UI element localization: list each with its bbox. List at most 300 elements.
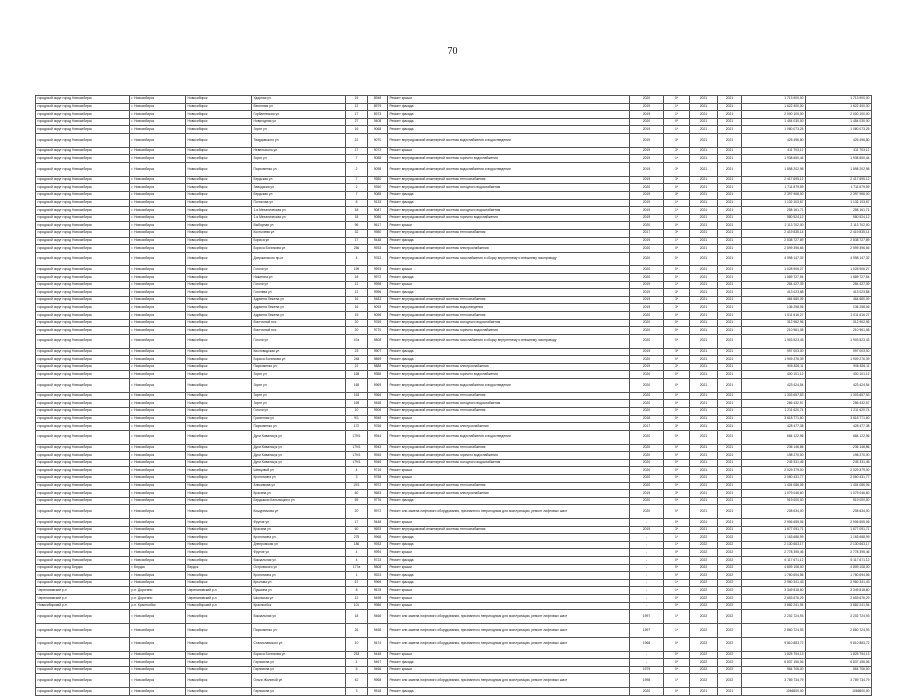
status-cell: 0* [664, 319, 690, 327]
work-type-cell: Ремонт внутридомовой инженерной системы теплоснабжения [388, 392, 630, 400]
start-year-cell: 2021 [690, 214, 718, 222]
work-type-cell: Ремонт внутридомовой инженерной системы горячего водоснабжения [388, 371, 630, 379]
total-cost-cell: 464 680,09 [806, 296, 872, 304]
district-cell: Новосибирск [186, 474, 252, 482]
end-year-cell: 2022 [718, 659, 742, 667]
status-cell: 1* [664, 155, 690, 163]
total-cost-cell: 258 161,71 [806, 207, 872, 215]
municipality-cell: городской округ город Новосибирск [36, 407, 130, 415]
end-year-cell: 2021 [718, 245, 742, 253]
total-cost-cell: 1 589 727,54 [806, 274, 872, 282]
object-code-cell: 9948 [368, 415, 388, 423]
planned-amount-cell: 684 122,96 [742, 430, 806, 444]
planned-amount-cell: 1 454 030,00 [742, 118, 806, 126]
total-cost-cell: 2 000 100,00 [806, 111, 872, 119]
planned-amount-cell: 2 653 676,29 [742, 595, 806, 603]
planned-amount-cell: 580 524,12 [742, 214, 806, 222]
year-cell: 2019 [630, 214, 664, 222]
planned-amount-cell: 425 496,80 [742, 133, 806, 147]
municipality-cell: городской округ город Новосибирск [36, 474, 130, 482]
municipality-cell: городской округ город Новосибирск [36, 637, 130, 651]
status-cell: 3* [664, 289, 690, 297]
year-cell: - [630, 659, 664, 667]
work-type-cell: Ремонт крыши [388, 147, 630, 155]
street-cell: Пархоменко ул [252, 363, 346, 371]
house-number-cell: 3 [346, 688, 368, 696]
start-year-cell: 2022 [690, 557, 718, 565]
locality-cell: г. Новосибирск [130, 526, 186, 534]
district-cell: Новосибирск [186, 118, 252, 126]
planned-amount-cell: 1 898 202,98 [742, 162, 806, 176]
table-row [36, 379, 872, 393]
work-type-cell: Ремонт фасада [388, 126, 630, 134]
status-cell: 0* [664, 482, 690, 490]
municipality-cell: городской округ город Новосибирск [36, 312, 130, 320]
municipality-cell: городской округ город Новосибирск [36, 199, 130, 207]
district-cell: Новосибирск [186, 392, 252, 400]
total-cost-cell: 2 419 835,14 [806, 229, 872, 237]
locality-cell: р.п. Краснообск [130, 602, 186, 610]
year-cell: 2020 [630, 688, 664, 696]
object-code-cell: 9943 [368, 444, 388, 452]
street-cell: Костычева ул [252, 229, 346, 237]
work-type-cell: Ремонт внутридомовой инженерной системы электроснабжения [388, 490, 630, 498]
table-row [36, 624, 872, 638]
planned-amount-cell: 1066500,00 [742, 688, 806, 696]
end-year-cell: 2022 [718, 651, 742, 659]
status-cell: 0* [664, 245, 690, 253]
locality-cell: г. Новосибирск [130, 348, 186, 356]
status-cell: 0* [664, 334, 690, 348]
planned-amount-cell: 1 132 103,67 [742, 199, 806, 207]
municipality-cell: городской округ город Новосибирск [36, 572, 130, 580]
house-number-cell: 17 [346, 519, 368, 527]
start-year-cell: 2022 [690, 659, 718, 667]
locality-cell: г. Новосибирск [130, 266, 186, 274]
end-year-cell: 2021 [718, 348, 742, 356]
start-year-cell: 2021 [690, 296, 718, 304]
status-cell: 1* [664, 103, 690, 111]
planned-amount-cell: 413 023,88 [742, 289, 806, 297]
total-cost-cell: 6 837 156,06 [806, 659, 872, 667]
object-code-cell: 9390 [368, 184, 388, 192]
district-cell: Черепановский р-н [186, 595, 252, 603]
total-cost-cell: 1 303 657,53 [806, 392, 872, 400]
table-row [36, 526, 872, 534]
municipality-cell: городской округ город Новосибирск [36, 191, 130, 199]
start-year-cell: 2022 [690, 541, 718, 549]
total-cost-cell: 2 778 395,46 [806, 549, 872, 557]
year-cell: 2019 [630, 111, 664, 119]
district-cell: Новосибирск [186, 659, 252, 667]
start-year-cell: 2021 [690, 118, 718, 126]
end-year-cell: 2021 [718, 176, 742, 184]
table-row [36, 541, 872, 549]
planned-amount-cell: 2 029 379,00 [742, 467, 806, 475]
municipality-cell: городской округ город Новосибирск [36, 111, 130, 119]
start-year-cell: 2022 [690, 624, 718, 638]
table-row [36, 237, 872, 245]
district-cell: Новосибирск [186, 147, 252, 155]
year-cell: 2019 [630, 526, 664, 534]
status-cell: 1* [664, 624, 690, 638]
end-year-cell: 2021 [718, 296, 742, 304]
house-number-cell: 22 [346, 363, 368, 371]
district-cell: Новосибирск [186, 266, 252, 274]
planned-amount-cell: 236 146,86 [742, 444, 806, 452]
year-cell: - [630, 587, 664, 595]
work-type-cell: Ремонт крыши [388, 549, 630, 557]
table-row [36, 184, 872, 192]
street-cell: Адриена Лежена ул [252, 304, 346, 312]
locality-cell: г. Новосибирск [130, 184, 186, 192]
district-cell: Новосибирск [186, 191, 252, 199]
municipality-cell: городской округ город Новосибирск [36, 266, 130, 274]
table-row [36, 147, 872, 155]
end-year-cell: 2021 [718, 327, 742, 335]
municipality-cell: городской округ город Новосибирск [36, 526, 130, 534]
municipality-cell: городской округ город Новосибирск [36, 252, 130, 266]
year-cell: 1997 [630, 624, 664, 638]
work-type-cell: Ремонт крыши [388, 281, 630, 289]
house-number-cell: 18 [346, 610, 368, 624]
start-year-cell: 2021 [690, 252, 718, 266]
year-cell: 2019 [630, 103, 664, 111]
planned-amount-cell: 1 163 688,99 [742, 534, 806, 542]
year-cell: 2019 [630, 289, 664, 297]
district-cell: Новосибирск [186, 126, 252, 134]
district-cell: Новосибирск [186, 111, 252, 119]
table-row [36, 312, 872, 320]
status-cell: 0* [664, 400, 690, 408]
object-code-cell: 9474 [368, 637, 388, 651]
year-cell: 2018 [630, 415, 664, 423]
work-type-cell: Ремонт фасада [388, 572, 630, 580]
total-cost-cell: 198 270,00 [806, 452, 872, 460]
total-cost-cell: 2 417 695,12 [806, 176, 872, 184]
year-cell: 2020 [630, 392, 664, 400]
planned-amount-cell: 2 778 395,46 [742, 549, 806, 557]
table-row [36, 245, 872, 253]
house-number-cell: 4 [346, 467, 368, 475]
start-year-cell: 2021 [690, 199, 718, 207]
municipality-cell: городской округ город Новосибирск [36, 237, 130, 245]
start-year-cell: 2021 [690, 176, 718, 184]
house-number-cell: 47а [346, 334, 368, 348]
district-cell: Новосибирск [186, 467, 252, 475]
start-year-cell: 2021 [690, 356, 718, 364]
street-cell: Фрунзе ул [252, 549, 346, 557]
house-number-cell: 17 [346, 147, 368, 155]
year-cell: - [630, 579, 664, 587]
end-year-cell: 2021 [718, 490, 742, 498]
district-cell: Новосибирск [186, 519, 252, 527]
street-cell: Дуси Ковальчук ул [252, 452, 346, 460]
street-cell: Бориса Богаткова ул [252, 651, 346, 659]
status-cell: 0* [664, 327, 690, 335]
municipality-cell: городской округ город Новосибирск [36, 541, 130, 549]
house-number-cell: 32 [346, 229, 368, 237]
object-code-cell: 9723 [368, 557, 388, 565]
start-year-cell: 2021 [690, 407, 718, 415]
end-year-cell: 2021 [718, 229, 742, 237]
planned-amount-cell: 6 117 671,12 [742, 557, 806, 565]
object-code-cell: 8948 [368, 96, 388, 104]
street-cell: Дуси Ковальчук ул [252, 444, 346, 452]
total-cost-cell: 2 029 379,00 [806, 467, 872, 475]
house-number-cell: 67 [346, 579, 368, 587]
district-cell: Новосибирск [186, 407, 252, 415]
work-type-cell: Ремонт фасада [388, 557, 630, 565]
total-cost-cell: 1 780 694,56 [806, 572, 872, 580]
planned-amount-cell: 919 000,00 [742, 497, 806, 505]
work-type-cell: Ремонт внутридомовой инженерной системы теплоснабжения [388, 296, 630, 304]
locality-cell: г. Новосибирск [130, 207, 186, 215]
year-cell: 2020 [630, 96, 664, 104]
table-row [36, 602, 872, 610]
street-cell: Заводская ул [252, 184, 346, 192]
total-cost-cell: 286 432,57 [806, 400, 872, 408]
status-cell: 0* [664, 252, 690, 266]
municipality-cell: городской округ город Новосибирск [36, 184, 130, 192]
total-cost-cell: 1 454 030,00 [806, 118, 872, 126]
street-cell: Вокзальная ул [252, 557, 346, 565]
start-year-cell: 2021 [690, 147, 718, 155]
planned-amount-cell: 1 825 754,13 [742, 651, 806, 659]
status-cell: 0* [664, 564, 690, 572]
district-cell: Новосибирск [186, 557, 252, 565]
planned-amount-cell: 1 028 906,27 [742, 266, 806, 274]
end-year-cell: 2021 [718, 444, 742, 452]
street-cell: Ольги Жилиной ул [252, 674, 346, 688]
object-code-cell: 9087 [368, 207, 388, 215]
work-type-cell: Ремонт фасада [388, 118, 630, 126]
house-number-cell: 186 [346, 541, 368, 549]
street-cell: Гоголя ул [252, 407, 346, 415]
street-cell: Гоголя ул [252, 266, 346, 274]
end-year-cell: 2021 [718, 459, 742, 467]
street-cell: Гоголева ул [252, 289, 346, 297]
street-cell: Адриена Лежена ул [252, 296, 346, 304]
planned-amount-cell: 3 618 771,60 [742, 415, 806, 423]
municipality-cell: городской округ город Новосибирск [36, 610, 130, 624]
district-cell: Новосибирск [186, 423, 252, 431]
district-cell: Новосибирск [186, 688, 252, 696]
table-row [36, 229, 872, 237]
start-year-cell: 2021 [690, 229, 718, 237]
district-cell: Новосибирск [186, 610, 252, 624]
table-row [36, 423, 872, 431]
house-number-cell: 7 [346, 191, 368, 199]
start-year-cell: 2021 [690, 459, 718, 467]
table-row [36, 497, 872, 505]
object-code-cell: 9906 [368, 407, 388, 415]
locality-cell: г. Новосибирск [130, 334, 186, 348]
locality-cell: г. Новосибирск [130, 407, 186, 415]
object-code-cell: 9907 [368, 348, 388, 356]
start-year-cell: 2021 [690, 444, 718, 452]
year-cell: 2020 [630, 497, 664, 505]
locality-cell: г. Новосибирск [130, 327, 186, 335]
total-cost-cell: 4 998 147,32 [806, 252, 872, 266]
start-year-cell: 2021 [690, 400, 718, 408]
start-year-cell: 2021 [690, 452, 718, 460]
object-code-cell: 9096 [368, 312, 388, 320]
house-number-cell: 4 [346, 252, 368, 266]
street-cell: Бориса Богаткова ул [252, 356, 346, 364]
street-cell: Бориса Богаткова ул [252, 245, 346, 253]
house-number-cell: 2 [346, 162, 368, 176]
street-cell: Гоголя ул [252, 334, 346, 348]
object-code-cell: 9869 [368, 356, 388, 364]
locality-cell: г. Новосибирск [130, 229, 186, 237]
district-cell: Новосибирск [186, 497, 252, 505]
work-type-cell: Ремонт внутридомовой инженерной системы электроснабжения [388, 423, 630, 431]
locality-cell: г. Новосибирск [130, 214, 186, 222]
work-type-cell: Ремонт фасада [388, 497, 630, 505]
work-type-cell: Ремонт крыши [388, 602, 630, 610]
object-code-cell: 9966 [368, 579, 388, 587]
table-row [36, 674, 872, 688]
start-year-cell: 2021 [690, 392, 718, 400]
end-year-cell: 2021 [718, 304, 742, 312]
street-cell: Дзержинского пр-кт [252, 252, 346, 266]
year-cell: 2020 [630, 444, 664, 452]
object-code-cell: 9972 [368, 505, 388, 519]
year-cell: 2020 [630, 245, 664, 253]
end-year-cell: 2021 [718, 526, 742, 534]
total-cost-cell: 1 132 103,67 [806, 199, 872, 207]
district-cell: Новосибирск [186, 624, 252, 638]
object-code-cell: 9578 [368, 587, 388, 595]
district-cell: Бердск [186, 564, 252, 572]
table-row [36, 111, 872, 119]
total-cost-cell: 1 898 202,98 [806, 162, 872, 176]
district-cell: Новосибирск [186, 356, 252, 364]
house-number-cell: 19/1 [346, 482, 368, 490]
table-row [36, 534, 872, 542]
house-number-cell: 20 [346, 319, 368, 327]
street-cell: Вокзальная ул [252, 610, 346, 624]
status-cell: 3* [664, 147, 690, 155]
district-cell: Новосибирск [186, 312, 252, 320]
planned-amount-cell: 411 703,12 [742, 147, 806, 155]
start-year-cell: 2021 [690, 237, 718, 245]
year-cell: 2019 [630, 281, 664, 289]
planned-amount-cell: 1 622 400,00 [742, 103, 806, 111]
end-year-cell: 2021 [718, 497, 742, 505]
planned-amount-cell: 2 417 695,12 [742, 176, 806, 184]
end-year-cell: 2021 [718, 356, 742, 364]
municipality-cell: городской округ город Новосибирск [36, 452, 130, 460]
district-cell: Новосибирск [186, 222, 252, 230]
start-year-cell: 2022 [690, 534, 718, 542]
locality-cell: г. Новосибирск [130, 534, 186, 542]
house-number-cell: 179/1 [346, 444, 368, 452]
planned-amount-cell: 2 599 396,66 [742, 245, 806, 253]
year-cell: 2019 [630, 191, 664, 199]
end-year-cell: 2021 [718, 430, 742, 444]
planned-amount-cell: 2 419 835,14 [742, 229, 806, 237]
planned-amount-cell: 3 349 818,60 [742, 587, 806, 595]
district-cell: Новосибирск [186, 637, 252, 651]
end-year-cell: 2022 [718, 637, 742, 651]
status-cell: 1* [664, 587, 690, 595]
year-cell: 2019 [630, 304, 664, 312]
district-cell: Новосибирск [186, 430, 252, 444]
year-cell: 2019 [630, 176, 664, 184]
table-row [36, 519, 872, 527]
house-number-cell: 179/1 [346, 459, 368, 467]
house-number-cell: 4 [346, 549, 368, 557]
municipality-cell: городской округ город Новосибирск [36, 96, 130, 104]
street-cell: Невельского ул [252, 147, 346, 155]
end-year-cell: 2021 [718, 319, 742, 327]
street-cell: Пушкина ул [252, 587, 346, 595]
house-number-cell: 199 [346, 266, 368, 274]
object-code-cell: 9088 [368, 155, 388, 163]
object-code-cell: 9766 [368, 423, 388, 431]
municipality-cell: городской округ город Новосибирск [36, 659, 130, 667]
year-cell: - [630, 549, 664, 557]
end-year-cell: 2021 [718, 237, 742, 245]
municipality-cell: городской округ город Новосибирск [36, 549, 130, 557]
house-number-cell: 18 [346, 274, 368, 282]
district-cell: Новосибирск [186, 526, 252, 534]
total-cost-cell: 9 810 883,72 [806, 637, 872, 651]
table-row [36, 371, 872, 379]
total-cost-cell: 2 838 727,89 [806, 237, 872, 245]
total-cost-cell: 1 711 879,59 [806, 184, 872, 192]
planned-amount-cell: 1 677 091,71 [742, 526, 806, 534]
year-cell: 2020 [630, 184, 664, 192]
locality-cell: г. Новосибирск [130, 666, 186, 674]
district-cell: Новосибирск [186, 505, 252, 519]
start-year-cell: 2022 [690, 610, 718, 624]
object-code-cell: 9133 [368, 199, 388, 207]
street-cell: Выборная ул [252, 222, 346, 230]
street-cell: Фрунзе ул [252, 519, 346, 527]
street-cell: Бориса ул [252, 237, 346, 245]
table-row [36, 505, 872, 519]
municipality-cell: городской округ город Новосибирск [36, 147, 130, 155]
start-year-cell: 2021 [690, 327, 718, 335]
municipality-cell: Новосибирский р-н [36, 602, 130, 610]
start-year-cell: 2021 [690, 281, 718, 289]
status-cell: 3* [664, 133, 690, 147]
work-type-cell: Ремонт фасада [388, 191, 630, 199]
status-cell: 0* [664, 407, 690, 415]
street-cell: Зорге ул [252, 126, 346, 134]
total-cost-cell: 919 000,00 [806, 497, 872, 505]
house-number-cell: 69 [346, 497, 368, 505]
street-cell: Никитина ул [252, 274, 346, 282]
start-year-cell: 2021 [690, 482, 718, 490]
total-cost-cell: 136 258,06 [806, 304, 872, 312]
work-type-cell: Ремонт внутридомовой инженерной системы горячего водоснабжения [388, 452, 630, 460]
work-type-cell: Ремонт внутридомовой инженерной системы теплоснабжения [388, 176, 630, 184]
end-year-cell: 2021 [718, 474, 742, 482]
table-row [36, 133, 872, 147]
total-cost-cell: 1 080 073,25 [806, 126, 872, 134]
municipality-cell: городской округ город Новосибирск [36, 444, 130, 452]
object-code-cell: 9944 [368, 430, 388, 444]
status-cell: 1* [664, 534, 690, 542]
object-code-cell: 9994 [368, 549, 388, 557]
district-cell: Новосибирск [186, 289, 252, 297]
end-year-cell: 2022 [718, 624, 742, 638]
municipality-cell: городской округ город Новосибирск [36, 579, 130, 587]
